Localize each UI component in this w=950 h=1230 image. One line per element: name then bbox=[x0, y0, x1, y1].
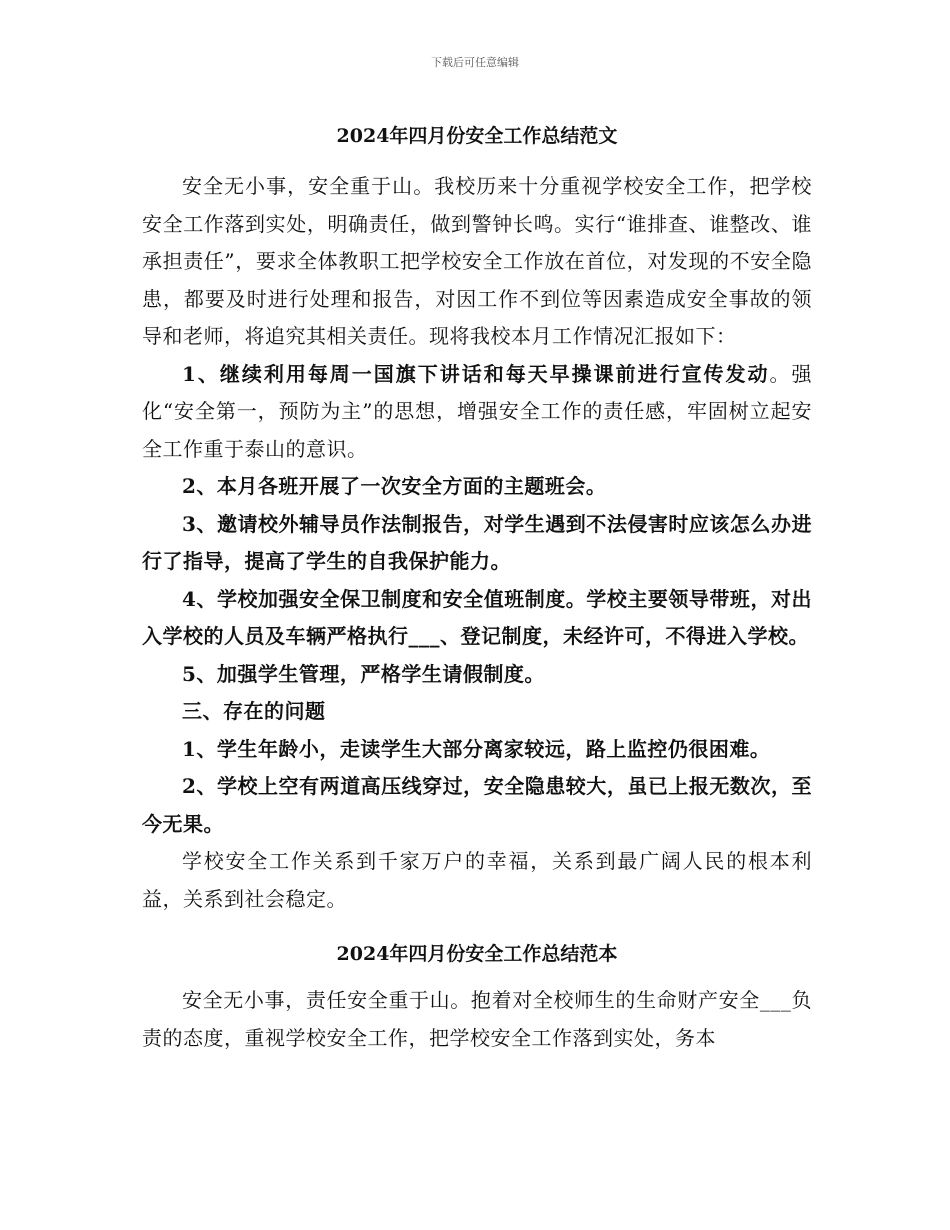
item-2-paragraph: 2、本月各班开展了一次安全方面的主题班会。 bbox=[182, 474, 607, 498]
item-4-paragraph: 4、学校加强安全保卫制度和安全值班制度。学校主要领导带班，对出入学校的人员及车辆严格执行___、登记制度，未经许可，不得进入学校。 bbox=[142, 586, 812, 648]
issue-2-paragraph: 2、学校上空有两道高压线穿过，安全隐患较大，虽已上报无数次，至今无果。 bbox=[142, 774, 812, 836]
section-heading-issues: 三、存在的问题 bbox=[182, 699, 326, 723]
document-body bbox=[142, 118, 812, 1057]
issue-1-paragraph: 1、学生年龄小，走读学生大部分离家较远，路上监控仍很困难。 bbox=[182, 736, 771, 761]
page-header-note: 下载后可任意编辑 bbox=[431, 56, 519, 69]
second-intro-paragraph: 安全无小事，责任安全重于山。抱着对全校师生的生命财产安全___负责的态度，重视学校安全工作，把学校安全工作落到实处，务本 bbox=[142, 988, 812, 1050]
document-title: 2024年四月份安全工作总结范文 bbox=[336, 125, 618, 147]
item-1-heading: 1、继续利用每周一国旗下讲话和每天早操课前进行宣传发动 bbox=[182, 361, 770, 386]
closing-paragraph: 学校安全工作关系到千家万户的幸福，关系到最广阔人民的根本利益，关系到社会稳定。 bbox=[142, 849, 812, 911]
intro-paragraph: 安全无小事，安全重于山。我校历来十分重视学校安全工作，把学校安全工作落到实处，明确责任，做到警钟长鸣。实行“谁排查、谁整改、谁承担责任”，要求全体教职工把学校安全工作放在首位，对发现的不安全隐患，都要及时进行处理和报告，对因工作不到位等因素造成安全事故的领导和老师，将追究其相关责任。现将我校本月工作情况汇报如下： bbox=[142, 174, 812, 348]
item-5-paragraph: 5、加强学生管理，严格学生请假制度。 bbox=[182, 661, 545, 686]
item-1-body: 。强化“安全第一，预防为主”的思想，增强安全工作的责任感，牢固树立起安全工作重于泰山的意识。 bbox=[142, 361, 813, 461]
second-document-title: 2024年四月份安全工作总结范本 bbox=[336, 943, 618, 965]
item-1-paragraph bbox=[142, 356, 812, 469]
item-3-paragraph: 3、邀请校外辅导员作法制报告，对学生遇到不法侵害时应该怎么办进行了指导，提高了学生的自我保护能力。 bbox=[142, 511, 812, 573]
